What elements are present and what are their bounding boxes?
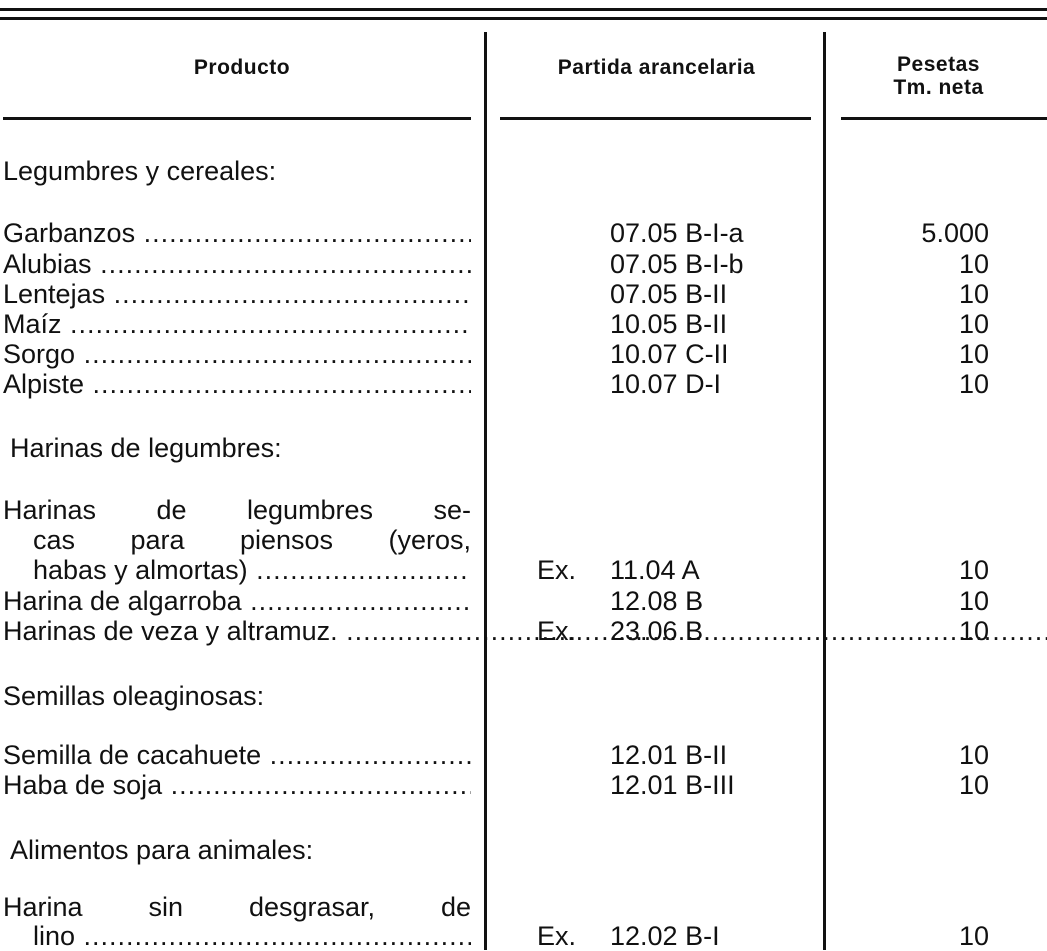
section-title-harinas: Harinas de legumbres:: [10, 433, 282, 463]
top-rule-1: [0, 8, 1047, 11]
ex-marker: Ex.: [537, 555, 577, 585]
product-name: Sorgo .....: [3, 339, 471, 369]
table-row: [0, 586, 1047, 616]
pesetas-value: 10: [958, 555, 989, 585]
column-divider-2: [823, 32, 826, 950]
product-line: Harinas de legumbres se-: [3, 495, 471, 525]
product-name: Harinas de veza y altramuz. .....: [3, 616, 471, 646]
tariff-heading: 12.02 B-I: [610, 921, 720, 951]
header-underline-producto: [3, 117, 471, 120]
table-row: [0, 740, 1047, 770]
tariff-heading: 23.06 B: [610, 616, 704, 646]
pesetas-value: 10: [958, 616, 989, 646]
tariff-heading: 12.01 B-II: [610, 740, 728, 770]
product-name: Harina de algarroba .....: [3, 586, 471, 616]
tariff-heading: 10.05 B-II: [610, 309, 728, 339]
pesetas-value: 10: [958, 309, 989, 339]
table-row: [0, 555, 1047, 585]
ex-marker: Ex.: [537, 616, 577, 646]
tariff-heading: 12.01 B-III: [610, 770, 735, 800]
tariff-heading: 12.08 B: [610, 586, 704, 616]
tariff-heading: 10.07 C-II: [610, 339, 729, 369]
product-line: Harina sin desgrasar, de: [3, 892, 471, 922]
table-row: [0, 249, 1047, 279]
table-row: [0, 616, 1047, 646]
section-title-legumbres: Legumbres y cereales:: [3, 156, 277, 186]
product-name: Alubias .....: [3, 249, 471, 279]
header-underline-partida: [500, 117, 811, 120]
product-name: habas y almortas) .....: [33, 555, 471, 585]
header-producto: Producto: [193, 56, 291, 79]
pesetas-value: 5.000: [921, 218, 989, 248]
pesetas-value: 10: [958, 921, 989, 951]
tariff-heading: 10.07 D-I: [610, 369, 722, 399]
header-underline-pesetas: [841, 117, 1047, 120]
product-name-multiline: [3, 892, 471, 922]
table-row: [0, 339, 1047, 369]
tariff-heading: 11.04 A: [610, 555, 700, 585]
pesetas-value: 10: [958, 249, 989, 279]
table-row: [0, 279, 1047, 309]
product-name-multiline: [3, 495, 471, 555]
product-name: Maíz .....: [3, 309, 471, 339]
table-row: [0, 309, 1047, 339]
section-title-semillas: Semillas oleaginosas:: [3, 681, 265, 711]
column-divider-1: [484, 32, 487, 950]
product-name: lino .....: [33, 921, 471, 951]
tariff-heading: 07.05 B-I-a: [610, 218, 744, 248]
pesetas-value: 10: [958, 586, 989, 616]
product-name: Semilla de cacahuete .....: [3, 740, 471, 770]
section-title-alimentos: Alimentos para animales:: [10, 835, 314, 865]
tariff-heading: 07.05 B-I-b: [610, 249, 744, 279]
table-row: [0, 921, 1047, 951]
pesetas-value: 10: [958, 770, 989, 800]
tariff-heading: 07.05 B-II: [610, 279, 728, 309]
header-pesetas-line1: Pesetas: [897, 53, 980, 76]
header-partida: Partida arancelaria: [557, 56, 756, 79]
pesetas-value: 10: [958, 279, 989, 309]
product-name: Garbanzos .....: [3, 218, 471, 248]
header-pesetas-line2: Tm. neta: [893, 76, 984, 99]
table-row: [0, 770, 1047, 800]
ex-marker: Ex.: [537, 921, 577, 951]
top-rule-2: [0, 17, 1047, 20]
product-line: cas para piensos (yeros,: [33, 525, 471, 555]
product-name: Lentejas .....: [3, 279, 471, 309]
product-name: Haba de soja .....: [3, 770, 471, 800]
table-row: [0, 369, 1047, 399]
table-row: [0, 218, 1047, 248]
pesetas-value: 10: [958, 740, 989, 770]
product-name: Alpiste .....: [3, 369, 471, 399]
pesetas-value: 10: [958, 369, 989, 399]
pesetas-value: 10: [958, 339, 989, 369]
